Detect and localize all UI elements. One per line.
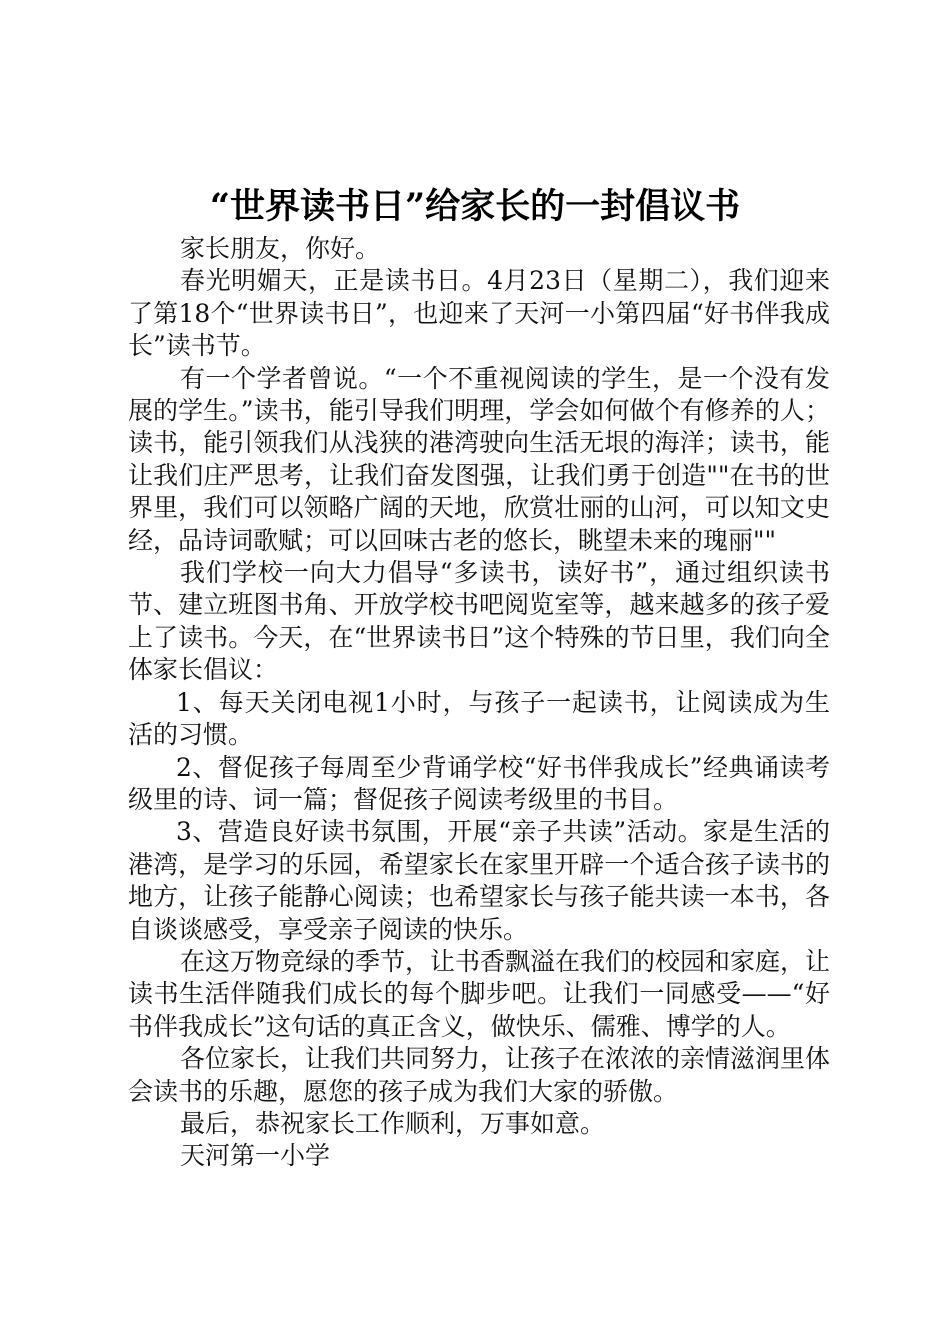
paragraph-school: 我们学校一向大力倡导“多读书，读好书”，通过组织读书节、建立班图书角、开放学校书吧阅览室等，越来越多的孩子爱上了读书。今天，在“世界读书日”这个特殊的节日里，我们向全体家长倡议： <box>128 558 830 685</box>
paragraph-effort: 各位家长，让我们共同努力，让孩子在浓浓的亲情滋润里体会读书的乐趣，愿您的孩子成为我们大家的骄傲。 <box>128 1044 831 1106</box>
paragraph-wishes: 最后，恭祝家长工作顺利，万事如意。 <box>180 1108 606 1138</box>
proposal-item-1: 1、每天关闭电视1小时，与孩子一起读书，让阅读成为生活的习惯。 <box>128 687 830 750</box>
document-title: “世界读书日”给家长的一封倡议书 <box>209 186 741 227</box>
document-body <box>128 233 830 1173</box>
proposal-item-2: 2、督促孩子每周至少背诵学校“好书伴我成长”经典诵读考级里的诗、词一篇；督促孩子阅读考级里的书目。 <box>128 752 830 814</box>
greeting: 家长朋友，你好。 <box>180 234 381 263</box>
paragraph-intro: 春光明媚天，正是读书日。4月23日（星期二），我们迎来了第18个“世界读书日”，也迎来了天河一小第四届“好书伴我成长”读书节。 <box>128 266 830 361</box>
paragraph-quote: 有一个学者曾说。“一个不重视阅读的学生，是一个没有发展的学生。”读书，能引导我们明理，学会如何做个有修养的人；读书，能引领我们从浅狭的港湾驶向生活无垠的海洋；读书，能让我们庄严思考，让我们奋发图强，让我们勇于创造""在书的世界里，我们可以领略广阔的天地，欣赏壮丽的山河，可以知文史经，品诗词歌赋；可以回味古老的悠长，眺望未来的瑰丽"" <box>128 363 830 555</box>
signature: 天河第一小学 <box>180 1141 331 1171</box>
proposal-item-3: 3、营造良好读书氛围，开展“亲子共读”活动。家是生活的港湾，是学习的乐园，希望家长在家里开辟一个适合孩子读书的地方，让孩子能静心阅读；也希望家长与孩子能共读一本书，各自谈谈感受，享受亲子阅读的快乐。 <box>128 817 830 944</box>
paragraph-season: 在这万物竞绿的季节，让书香飘溢在我们的校园和家庭，让读书生活伴随我们成长的每个脚步吧。让我们一同感受——“好书伴我成长”这句话的真正含义，做快乐、儒雅、博学的人。 <box>128 946 831 1041</box>
